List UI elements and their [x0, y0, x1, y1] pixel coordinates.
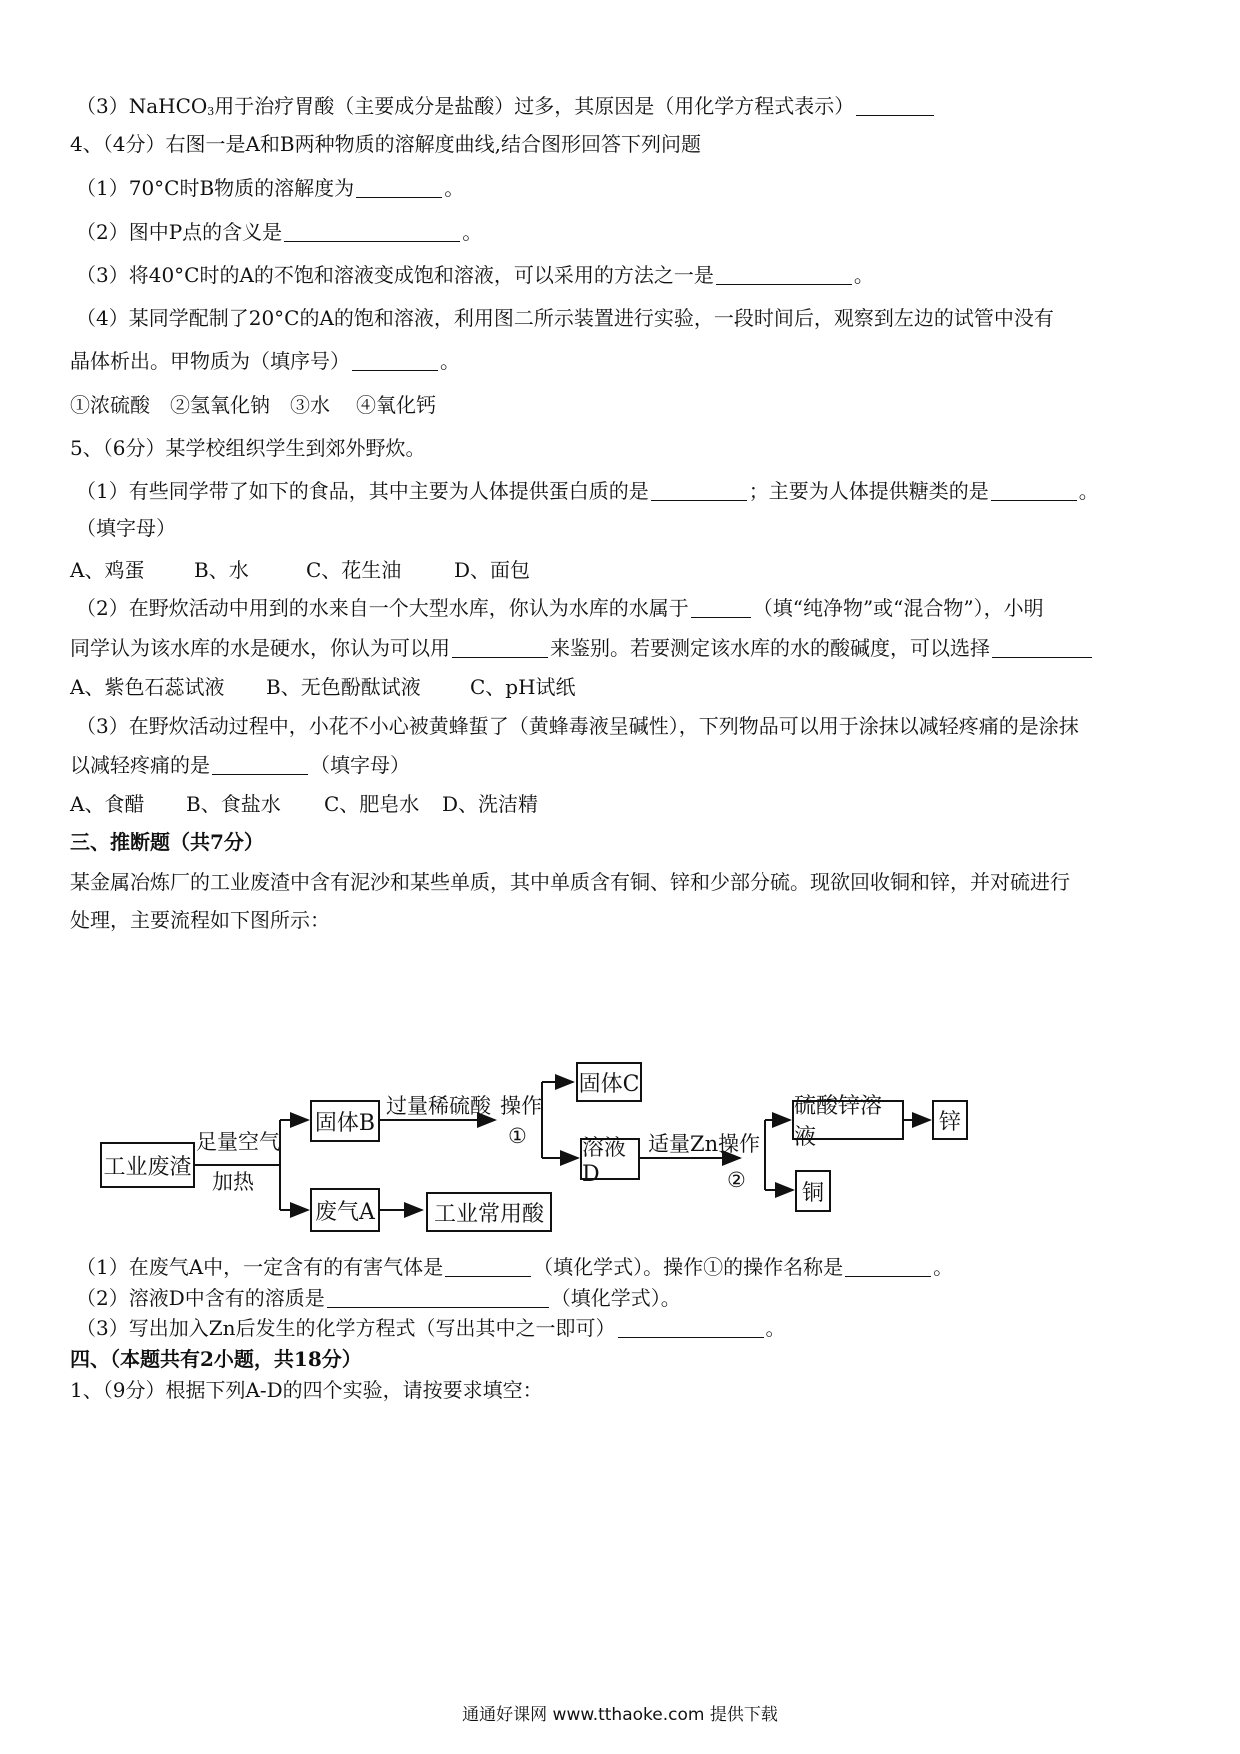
q5-3-options: A、食醋 B、食盐水 C、肥皂水 D、洗洁精	[70, 792, 539, 816]
operation-1-label: 操作	[500, 1094, 542, 1118]
section-4-q1: 1、（9分）根据下列A-D的四个实验，请按要求填空：	[70, 1378, 543, 1402]
section-3-title: 三、推断题（共7分）	[70, 830, 264, 854]
operation-1-number: ①	[508, 1124, 527, 1148]
q3-3-line: （3）NaHCO3用于治疗胃酸（主要成分是盐酸）过多，其原因是（用化学方程式表示）	[76, 92, 936, 126]
q4-3-line: （3）将40°C时的A的不饱和溶液变成饱和溶液，可以采用的方法之一是 。	[76, 263, 874, 287]
q4-heading: 4、（4分）右图一是A和B两种物质的溶解度曲线,结合图形回答下列问题	[70, 132, 701, 156]
q3-2-line: （2）溶液D中含有的溶质是 （填化学式）。	[76, 1286, 681, 1310]
answer-blank[interactable]	[327, 1287, 549, 1308]
q4-4-options: ①浓硫酸 ②氢氧化钠 ③水 ④氧化钙	[70, 393, 436, 417]
answer-blank[interactable]	[992, 637, 1092, 658]
operation-2-number: ②	[727, 1168, 746, 1192]
industrial-residue-box: 工业废渣	[100, 1142, 195, 1188]
q4-2-line: （2）图中P点的含义是 。	[76, 220, 483, 244]
q4-4-line2: 晶体析出。甲物质为（填序号） 。	[70, 349, 460, 373]
answer-blank[interactable]	[356, 177, 442, 198]
section-3-intro2: 处理，主要流程如下图所示：	[70, 908, 330, 932]
q5-2-line: （2）在野炊活动中用到的水来自一个大型水库，你认为水库的水属于 （填“纯净物”或“混合物”），小明	[76, 596, 1044, 620]
zinc-sulfate-solution-box: 硫酸锌溶液	[792, 1100, 904, 1140]
q3-3-line-zn: （3）写出加入Zn后发生的化学方程式（写出其中之一即可） 。	[76, 1316, 786, 1340]
answer-blank[interactable]	[716, 264, 852, 285]
q3-1-line: （1）在废气A中，一定含有的有害气体是 （填化学式）。操作①的操作名称是 。	[76, 1255, 954, 1279]
answer-blank[interactable]	[618, 1317, 764, 1338]
answer-blank[interactable]	[691, 597, 751, 618]
q5-3-line2: 以减轻疼痛的是 （填字母）	[70, 753, 410, 777]
zinc-box: 锌	[932, 1100, 968, 1140]
waste-gas-a-box: 废气A	[310, 1188, 380, 1232]
heating-label: 加热	[212, 1170, 254, 1194]
sufficient-air-label: 足量空气	[196, 1130, 280, 1154]
section-4-title: 四、（本题共有2小题，共18分）	[70, 1347, 362, 1371]
answer-blank[interactable]	[352, 350, 438, 371]
appropriate-zn-label: 适量Zn	[648, 1132, 719, 1156]
answer-blank[interactable]	[452, 637, 548, 658]
q5-1-note: （填字母）	[76, 516, 176, 540]
operation-2-label: 操作	[718, 1132, 760, 1156]
q4-1-line: （1）70°C时B物质的溶解度为 。	[76, 176, 465, 200]
footer-source: 通通好课网 www.tthaoke.com 提供下载	[462, 1705, 778, 1725]
q5-2-options: A、紫色石蕊试液 B、无色酚酞试液 C、pH试纸	[70, 675, 576, 699]
q5-2-line2: 同学认为该水库的水是硬水，你认为可以用 来鉴别。若要测定该水库的水的酸碱度，可以选择	[70, 634, 1094, 662]
answer-blank[interactable]	[445, 1256, 531, 1277]
answer-blank[interactable]	[284, 221, 460, 242]
section-3-intro: 某金属冶炼厂的工业废渣中含有泥沙和某些单质，其中单质含有铜、锌和少部分硫。现欲回收铜和锌，并对硫进行	[70, 870, 1070, 894]
solution-d-box: 溶液D	[580, 1138, 640, 1180]
dilute-sulfuric-acid-label: 过量稀硫酸	[386, 1094, 491, 1118]
industrial-acid-box: 工业常用酸	[426, 1192, 552, 1232]
solid-c-box: 固体C	[576, 1062, 642, 1102]
answer-blank[interactable]	[845, 1256, 931, 1277]
q5-1-line: （1）有些同学带了如下的食品，其中主要为人体提供蛋白质的是 ；主要为人体提供糖类的是 。	[76, 479, 1099, 503]
q5-3-line: （3）在野炊活动过程中，小花不小心被黄蜂蜇了（黄蜂毒液呈碱性），下列物品可以用于涂抹以减轻疼痛的是涂抹	[76, 714, 1079, 738]
answer-blank[interactable]	[856, 95, 934, 116]
answer-blank[interactable]	[212, 754, 308, 775]
q5-heading: 5、（6分）某学校组织学生到郊外野炊。	[70, 436, 426, 460]
q4-4-line: （4）某同学配制了20°C的A的饱和溶液，利用图二所示装置进行实验，一段时间后，观察到左边的试管中没有	[76, 306, 1054, 330]
copper-box: 铜	[795, 1170, 831, 1212]
answer-blank[interactable]	[991, 480, 1077, 501]
q5-1-options: A、鸡蛋 B、水 C、花生油 D、面包	[70, 558, 531, 582]
solid-b-box: 固体B	[310, 1100, 380, 1142]
answer-blank[interactable]	[651, 480, 747, 501]
